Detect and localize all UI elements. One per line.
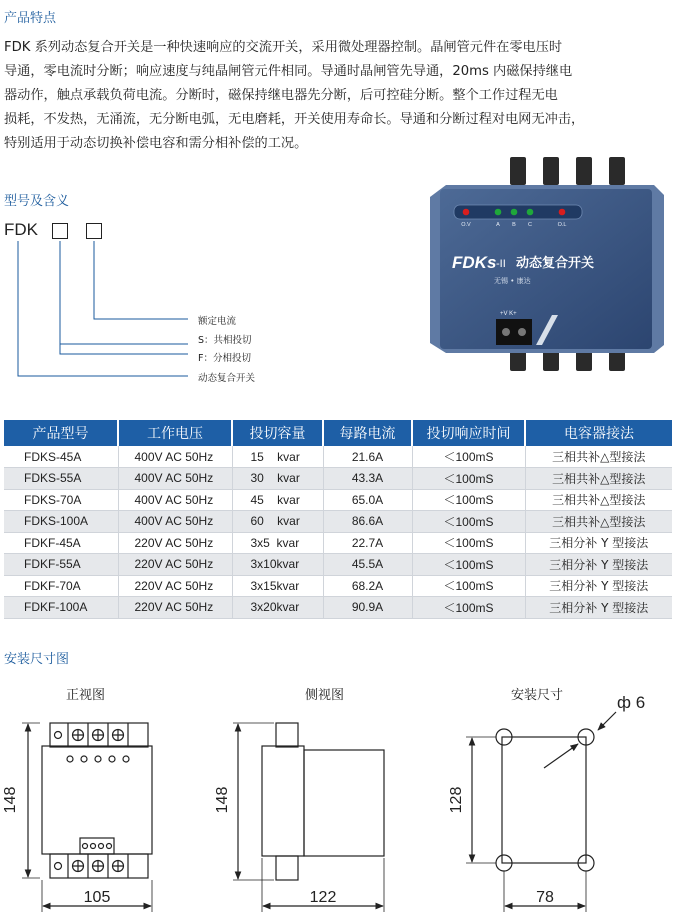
side-view-drawing: [233, 723, 384, 912]
photo-name: 动态复合开关: [516, 256, 595, 271]
table-cell: 21.6A: [323, 446, 412, 468]
table-cell: 400V AC 50Hz: [118, 446, 232, 468]
table-cell: ＜100mS: [412, 511, 525, 533]
table-cell: 三相分补 Y 型接法: [525, 597, 672, 619]
photo-suffix: -II: [496, 258, 506, 270]
table-cell: 3x5 kvar: [232, 532, 323, 554]
dimensions-title: 安装尺寸图: [4, 652, 70, 667]
mount-drawing: [466, 712, 616, 912]
table-cell: 三相共补△型接法: [525, 511, 672, 533]
table-cell: 3x15kvar: [232, 575, 323, 597]
front-height-label: 148: [2, 786, 19, 814]
table-cell: 45.5A: [323, 554, 412, 576]
table-cell: FDKF-45A: [4, 532, 118, 554]
table-cell: ＜100mS: [412, 489, 525, 511]
table-cell: 43.3A: [323, 468, 412, 490]
table-cell: 3x10kvar: [232, 554, 323, 576]
indicator-label: B: [512, 222, 516, 228]
table-cell: 三相共补△型接法: [525, 468, 672, 490]
mount-width-label: 78: [536, 889, 554, 906]
features-line: 特别适用于动态切换补偿电容和需分相补偿的工况。: [4, 136, 308, 151]
legend-common-switch: S：共相投切: [198, 335, 252, 346]
table-cell: 400V AC 50Hz: [118, 511, 232, 533]
table-cell: 三相共补△型接法: [525, 446, 672, 468]
table-cell: FDKS-55A: [4, 468, 118, 490]
indicator-label: O.L: [557, 222, 567, 228]
table-cell: 15 kvar: [232, 446, 323, 468]
table-cell: 30 kvar: [232, 468, 323, 490]
indicator-label: C: [528, 222, 532, 228]
table-cell: 三相分补 Y 型接法: [525, 575, 672, 597]
table-header: 投切响应时间: [412, 420, 525, 446]
photo-brand: FDKs: [452, 253, 497, 272]
table-header: 投切容量: [232, 420, 323, 446]
features-line: 损耗，不发热，无涌流，无分断电弧，无电磨耗，开关使用寿命长。导通和分断过程对电网无冲击，: [4, 112, 585, 127]
table-cell: ＜100mS: [412, 446, 525, 468]
features-line: 器动作，触点承载负荷电流。分断时，磁保持继电器先分断，后可控硅分断。整个工作过程无电: [4, 88, 558, 103]
table-cell: ＜100mS: [412, 554, 525, 576]
legend-rated-current: 额定电流: [198, 316, 237, 327]
table-cell: FDKS-100A: [4, 511, 118, 533]
table-cell: 3x20kvar: [232, 597, 323, 619]
table-cell: 65.0A: [323, 489, 412, 511]
photo-maker: 无锡 • 康达: [494, 277, 531, 285]
indicator-label: O.V: [461, 222, 471, 228]
side-width-label: 122: [309, 889, 337, 906]
table-cell: 45 kvar: [232, 489, 323, 511]
table-cell: 22.7A: [323, 532, 412, 554]
model-title: 型号及含义: [4, 194, 70, 209]
features-title: 产品特点: [4, 11, 57, 26]
table-cell: 68.2A: [323, 575, 412, 597]
mount-view-label: 安装尺寸: [511, 688, 564, 703]
features-line: 导通，零电流时分断；响应速度与纯晶闸管元件相同。导通时晶闸管先导通，20ms 内磁保持继电: [4, 64, 573, 79]
table-cell: ＜100mS: [412, 532, 525, 554]
table-cell: 220V AC 50Hz: [118, 575, 232, 597]
front-view-drawing: [22, 723, 152, 912]
table-cell: FDKF-70A: [4, 575, 118, 597]
table-cell: 三相分补 Y 型接法: [525, 554, 672, 576]
table-cell: 220V AC 50Hz: [118, 554, 232, 576]
terminal-label: +V K+: [500, 311, 517, 317]
table-cell: 400V AC 50Hz: [118, 468, 232, 490]
indicator-label: A: [496, 222, 500, 228]
table-cell: 86.6A: [323, 511, 412, 533]
table-cell: 220V AC 50Hz: [118, 532, 232, 554]
model-code: FDK: [4, 220, 38, 239]
side-view-label: 侧视图: [305, 688, 345, 703]
table-cell: FDKF-55A: [4, 554, 118, 576]
front-width-label: 105: [83, 889, 111, 906]
table-header: 工作电压: [118, 420, 232, 446]
table-cell: 90.9A: [323, 597, 412, 619]
table-cell: FDKF-100A: [4, 597, 118, 619]
front-view-label: 正视图: [66, 688, 106, 703]
table-cell: FDKS-45A: [4, 446, 118, 468]
mount-height-label: 128: [448, 786, 465, 814]
features-line: FDK 系列动态复合开关是一种快速响应的交流开关，采用微处理器控制。晶闸管元件在零电压时: [4, 40, 563, 55]
table-cell: ＜100mS: [412, 575, 525, 597]
legend-split-switch: F：分相投切: [198, 353, 251, 364]
table-header: 产品型号: [4, 420, 118, 446]
table-header: 电容器接法: [525, 420, 672, 446]
table-cell: 220V AC 50Hz: [118, 597, 232, 619]
table-cell: ＜100mS: [412, 468, 525, 490]
hole-diameter-label: ф 6: [617, 693, 646, 712]
table-cell: 400V AC 50Hz: [118, 489, 232, 511]
table-cell: 三相共补△型接法: [525, 489, 672, 511]
table-cell: ＜100mS: [412, 597, 525, 619]
table-header: 每路电流: [323, 420, 412, 446]
table-cell: 60 kvar: [232, 511, 323, 533]
table-cell: FDKS-70A: [4, 489, 118, 511]
side-height-label: 148: [214, 786, 231, 814]
legend-dynamic-switch: 动态复合开关: [198, 373, 256, 384]
table-cell: 三相分补 Y 型接法: [525, 532, 672, 554]
